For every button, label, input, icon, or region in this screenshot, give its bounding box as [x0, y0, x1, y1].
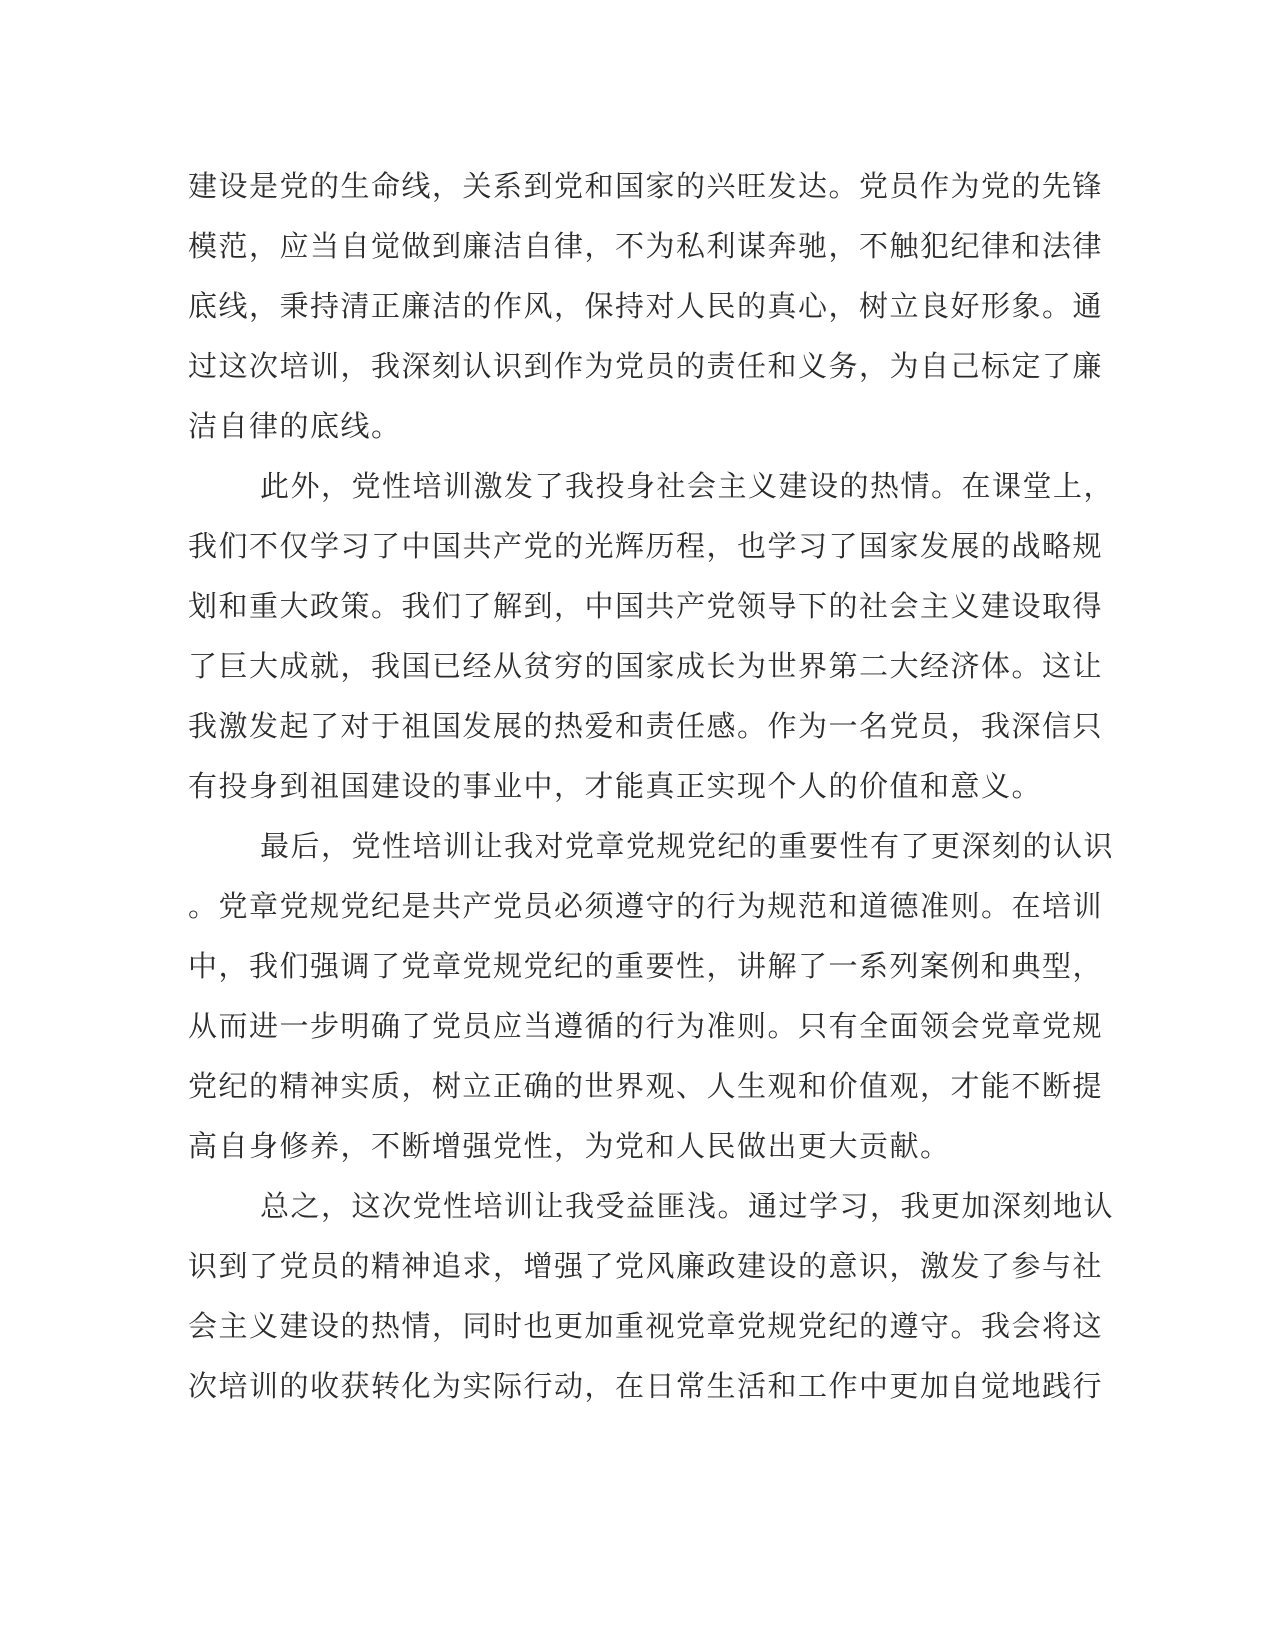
text-line: 我激发起了对于祖国发展的热爱和责任感。作为一名党员，我深信只	[188, 709, 1104, 743]
paragraph-start-line: 总之，这次党性培训让我受益匪浅。通过学习，我更加深刻地认	[260, 1189, 1115, 1223]
text-line: 党纪的精神实质，树立正确的世界观、人生观和价值观，才能不断提	[188, 1069, 1104, 1103]
text-line: 洁自律的底线。	[188, 409, 402, 443]
text-line: 模范，应当自觉做到廉洁自律，不为私利谋奔驰，不触犯纪律和法律	[188, 229, 1104, 263]
text-line: 识到了党员的精神追求，增强了党风廉政建设的意识，激发了参与社	[188, 1249, 1104, 1283]
document-body	[188, 156, 1115, 1416]
paragraph-start-line: 最后，党性培训让我对党章党规党纪的重要性有了更深刻的认识	[260, 829, 1115, 863]
text-line: 中，我们强调了党章党规党纪的重要性，讲解了一系列案例和典型，	[188, 949, 1104, 983]
text-line: 建设是党的生命线，关系到党和国家的兴旺发达。党员作为党的先锋	[188, 169, 1104, 203]
text-line: 我们不仅学习了中国共产党的光辉历程，也学习了国家发展的战略规	[188, 529, 1104, 563]
paragraph-start-line: 此外，党性培训激发了我投身社会主义建设的热情。在课堂上，	[260, 469, 1115, 503]
text-line: 高自身修养，不断增强党性，为党和人民做出更大贡献。	[188, 1129, 951, 1163]
text-line: 过这次培训，我深刻认识到作为党员的责任和义务，为自己标定了廉	[188, 349, 1104, 383]
text-line: 划和重大政策。我们了解到，中国共产党领导下的社会主义建设取得	[188, 589, 1104, 623]
text-line: 。党章党规党纪是共产党员必须遵守的行为规范和道德准则。在培训	[188, 889, 1104, 923]
text-line: 了巨大成就，我国已经从贫穷的国家成长为世界第二大经济体。这让	[188, 649, 1104, 683]
text-line: 底线，秉持清正廉洁的作风，保持对人民的真心，树立良好形象。通	[188, 289, 1104, 323]
text-line: 从而进一步明确了党员应当遵循的行为准则。只有全面领会党章党规	[188, 1009, 1104, 1043]
text-line: 次培训的收获转化为实际行动，在日常生活和工作中更加自觉地践行	[188, 1369, 1104, 1403]
text-line: 有投身到祖国建设的事业中，才能真正实现个人的价值和意义。	[188, 769, 1043, 803]
text-line: 会主义建设的热情，同时也更加重视党章党规党纪的遵守。我会将这	[188, 1309, 1104, 1343]
